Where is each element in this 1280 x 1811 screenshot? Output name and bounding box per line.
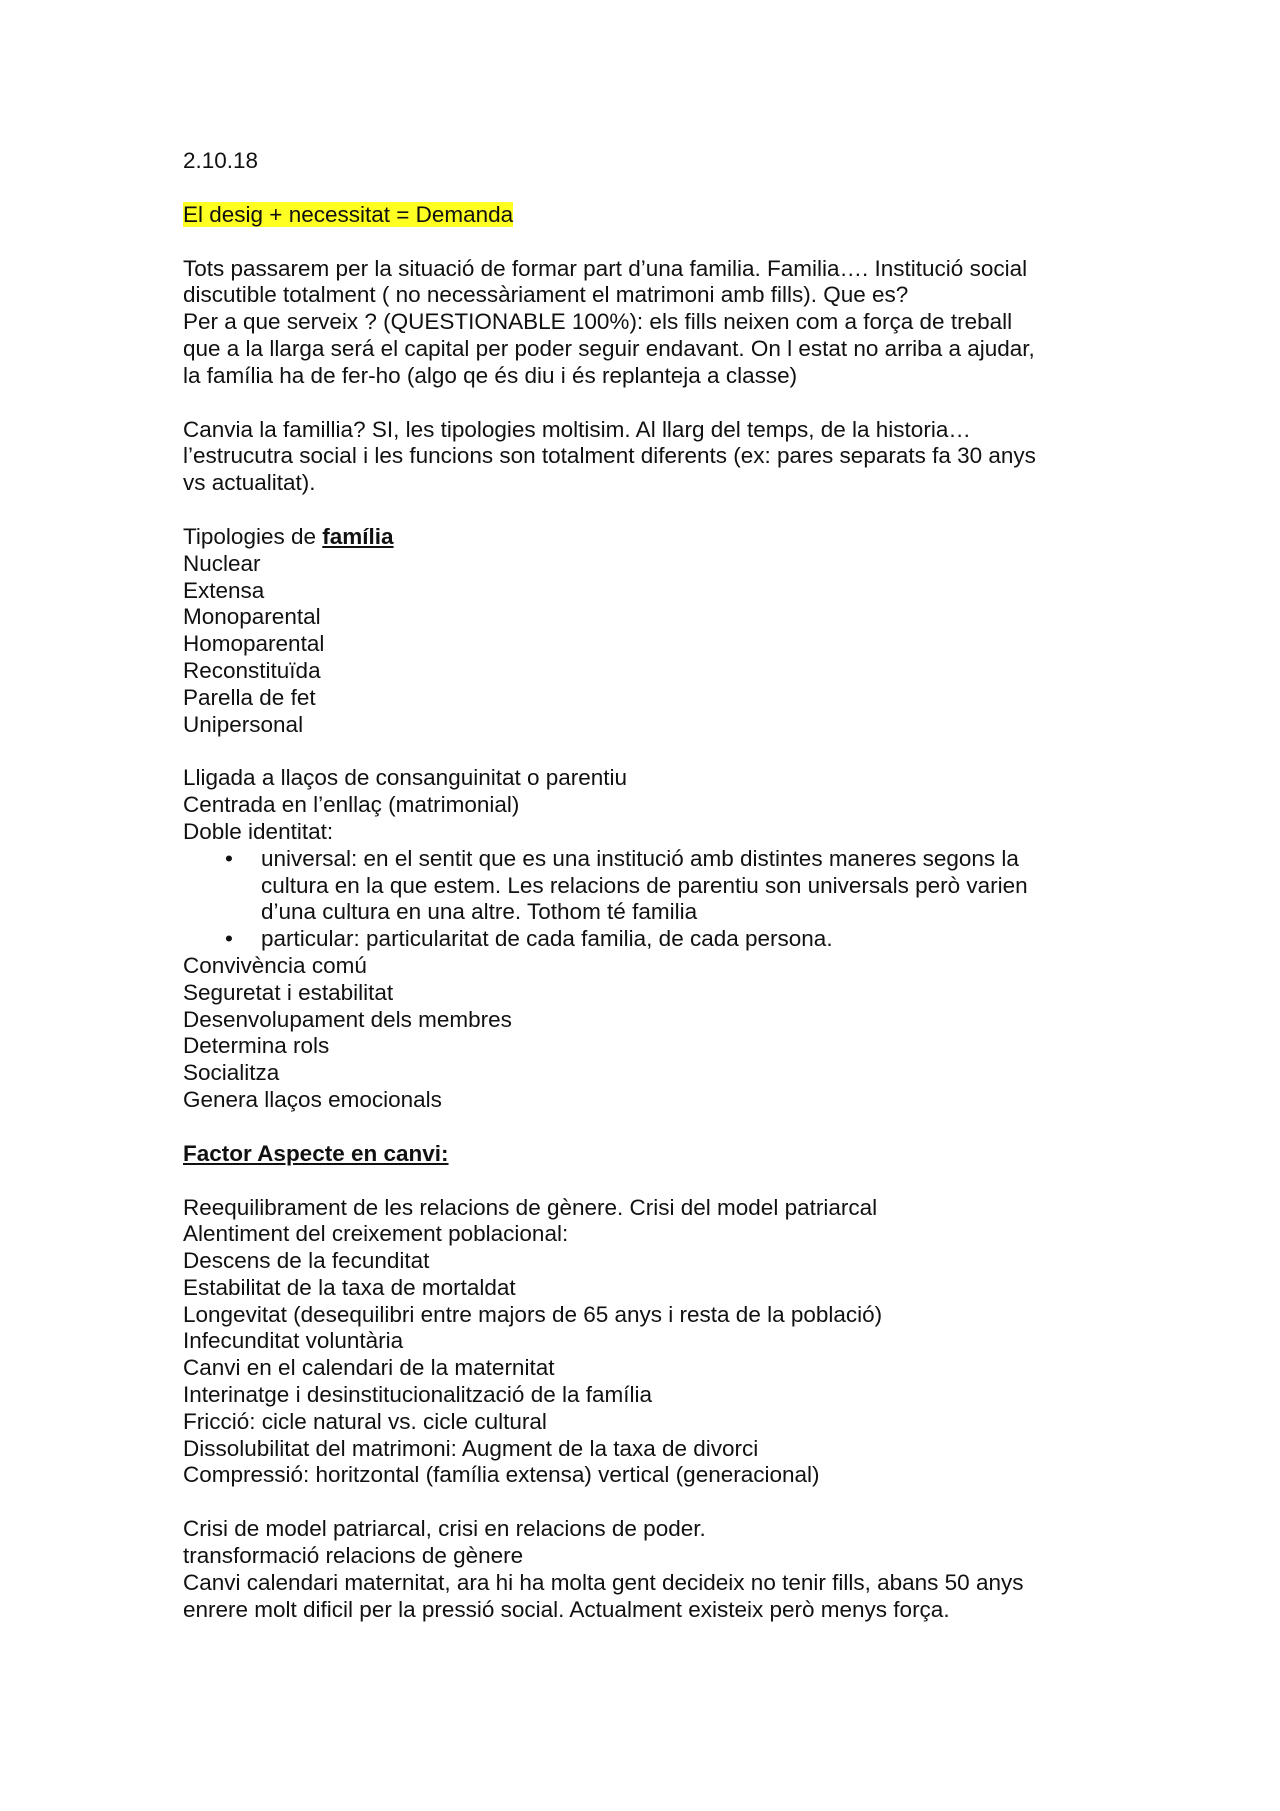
list-item: Fricció: cicle natural vs. cicle cultural [183,1408,547,1434]
identity-bullet-list [183,846,1103,953]
list-item: Canvi en el calendari de la maternitat [183,1355,555,1381]
tipologies-heading [183,524,1103,551]
bullet-item [183,846,1103,926]
headline-line [183,202,1103,229]
spacer [183,175,1103,202]
list-item: Infecunditat voluntària [183,1328,404,1354]
text-line: Per a que serveix ? (QUESTIONABLE 100%): els fills neixen com a força de treball [183,309,1013,335]
list-item: Socialitza [183,1060,280,1086]
list-item: Reequilibrament de les relacions de gènere. Crisi del model patriarcal [183,1194,878,1220]
text-line: universal: en el sentit que es una institució amb distintes maneres segons la [261,845,1019,871]
list-item: Extensa [183,577,265,603]
bullet-item [183,926,1103,953]
list-item: Determina rols [183,1033,330,1059]
text-line: Crisi de model patriarcal, crisi en relacions de poder. [183,1516,706,1542]
tipologies-heading-bold: família [322,523,394,549]
list-item: Genera llaços emocionals [183,1086,442,1112]
list-item: Nuclear [183,550,261,576]
list-item: Unipersonal [183,711,304,737]
spacer [183,229,1103,256]
text-line: cultura en la que estem. Les relacions de parentiu son universals però varien [261,872,1028,898]
list-item: Convivència comú [183,952,367,978]
list-item: Homoparental [183,631,325,657]
list-item: Compressió: horitzontal (família extensa) vertical (generacional) [183,1462,820,1488]
date: 2.10.18 [183,148,259,173]
list-item: Seguretat i estabilitat [183,979,394,1005]
headline-highlight: El desig + necessitat = Demanda [183,201,514,227]
tipologies-section [183,524,1103,738]
spacer [183,738,1103,765]
list-item: Alentiment del creixement poblacional: [183,1221,569,1247]
document-page [183,148,1103,1623]
bullet-icon: • [225,926,233,952]
list-item: Dissolubilitat del matrimoni: Augment de la taxa de divorci [183,1435,759,1461]
text-line: enrere molt dificil per la pressió social. Actualment existeix però menys força. [183,1596,950,1622]
text-line: particular: particularitat de cada familia, de cada persona. [261,926,833,952]
spacer [183,497,1103,524]
text-line: que a la llarga será el capital per poder seguir endavant. On l estat no arriba a ajudar, [183,335,1035,361]
list-item: Reconstituïda [183,657,321,683]
list-item: Lligada a llaços de consanguinitat o parentiu [183,765,628,791]
paragraph-family-change [183,417,1103,497]
text-line: discutible totalment ( no necessàriament el matrimoni amb fills). Que es? [183,282,909,308]
text-line: l’estrucutra social i les funcions son totalment diferents (ex: pares separats fa 30 anys [183,443,1036,469]
list-item: Doble identitat: [183,818,334,844]
factors-section [183,1195,1103,1490]
bullet-icon: • [225,845,233,871]
list-item: Longevitat (desequilibri entre majors de 65 anys i resta de la població) [183,1301,883,1327]
list-item: Parella de fet [183,684,316,710]
text-line: Canvi calendari maternitat, ara hi ha molta gent decideix no tenir fills, abans 50 anys [183,1569,1024,1595]
spacer [183,1168,1103,1195]
list-item: Descens de la fecunditat [183,1248,430,1274]
spacer [183,390,1103,417]
list-item: Centrada en l’enllaç (matrimonial) [183,792,520,818]
text-line: la família ha de fer-ho (algo qe és diu i és replanteja a classe) [183,362,798,388]
text-line: transformació relacions de gènere [183,1543,524,1569]
text-line: Canvia la famillia? SI, les tipologies moltisim. Al llarg del temps, de la historia… [183,416,971,442]
text-line: Tots passarem per la situació de formar part d’una familia. Familia…. Institució social [183,255,1028,281]
tipologies-heading-prefix: Tipologies de [183,523,323,549]
list-item: Desenvolupament dels membres [183,1006,512,1032]
text-line: vs actualitat). [183,470,316,496]
spacer [183,1114,1103,1141]
list-item: Estabilitat de la taxa de mortaldat [183,1274,516,1300]
spacer [183,1489,1103,1516]
paragraph-family-intro [183,256,1103,390]
paragraph-conclusion [183,1516,1103,1623]
features-section [183,765,1103,1113]
factor-heading: Factor Aspecte en canvi: [183,1140,449,1166]
text-line: d’una cultura en una altre. Tothom té familia [261,899,698,925]
list-item: Interinatge i desinstitucionalització de la família [183,1382,653,1408]
list-item: Monoparental [183,604,321,630]
